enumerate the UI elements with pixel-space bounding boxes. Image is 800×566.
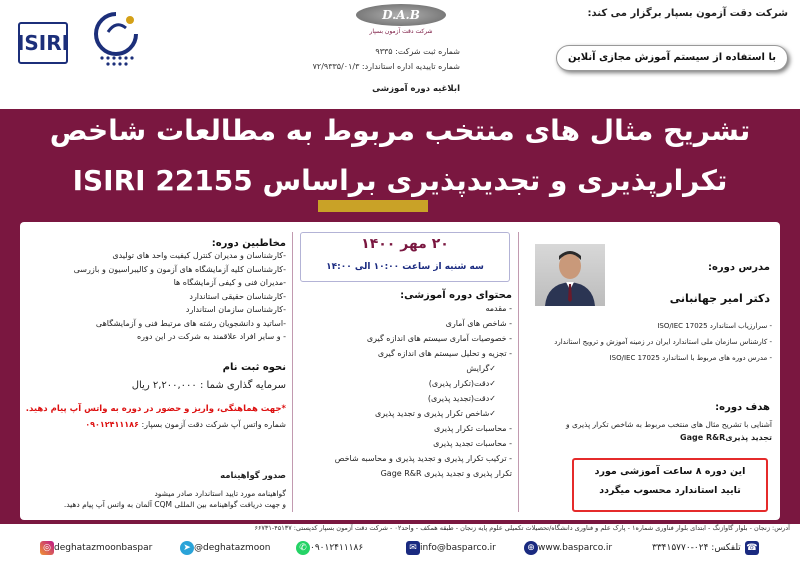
- audience-item: - و سایر افراد علاقمند به شرکت در این دوره: [136, 332, 286, 341]
- telegram-icon: ➤: [180, 541, 194, 555]
- website-contact[interactable]: [520, 540, 612, 556]
- content-item: - تجزیه و تحلیل سیستم های اندازه گیری: [377, 349, 512, 358]
- bio-item: - کارشناس سازمان ملی استاندارد ایران در زمینه آموزش و ترویج استاندارد: [554, 338, 772, 346]
- instructor-bio: [526, 318, 772, 366]
- online-system-pill: با استفاده از سیستم آموزش مجازی آنلاین: [556, 45, 788, 71]
- column-divider-right: [518, 232, 519, 512]
- whatsapp-label: شماره واتس آپ شرکت دقت آزمون بسپار:: [141, 420, 286, 429]
- instructor-portrait-icon: [535, 244, 605, 306]
- company-reg-number: شماره ثبت شرکت: ۹۳۳۵: [375, 47, 460, 56]
- registration-info: [280, 44, 460, 74]
- coordination-note: *جهت هماهنگی، واریز و حضور در دوره به واتس آپ پیام دهید.: [25, 403, 286, 414]
- email-contact[interactable]: [402, 540, 496, 556]
- content-item: تکرار پذیری و تجدید پذیری Gage R&R: [380, 469, 512, 478]
- telegram-contact[interactable]: [176, 540, 270, 556]
- audience-section: [30, 238, 286, 344]
- content-subitem: ✓گرایش: [466, 364, 496, 373]
- audience-item: -مدیران فنی و کیفی آزمایشگاه ها: [173, 278, 286, 287]
- instagram-contact[interactable]: [36, 540, 152, 556]
- standard-credit-notice: [572, 458, 768, 512]
- course-time: سه شنبه از ساعت ۱۰:۰۰ الی ۱۴:۰۰: [326, 262, 484, 272]
- isiri-logo-text: ISIRI: [16, 31, 70, 55]
- whatsapp-number[interactable]: ۰۹۰۱۲۴۱۱۱۸۶: [85, 420, 139, 429]
- title-underline: [318, 200, 428, 212]
- instagram-handle[interactable]: deghatazmoonbaspar: [54, 543, 153, 553]
- goal-heading: هدف دوره:: [715, 402, 770, 413]
- content-item: - ترکیب تکرار پذیری و تجدید پذیری و محاسبه شاخص: [334, 454, 512, 463]
- organizer-line: شرکت دقت آزمون بسپار برگزار می کند:: [587, 8, 788, 19]
- registration-heading: نحوه ثبت نام: [222, 362, 286, 373]
- instructor-label: مدرس دوره:: [707, 262, 770, 273]
- audience-item: -کارشناسان و مدیران کنترل کیفیت واحد های تولیدی: [112, 251, 286, 260]
- footer-address: آدرس: زنجان - بلوار گاوازنگ - ابتدای بلوار فناوری شماره۱ - پارک علم و فناوری دانشگاه/تحصیلات تکمیلی علوم پایه زنجان - طبقه همکف - واحد۰۲ - شرکت دقت آزمون بسپار کدپستی: ۴۵۱۳۷-۶۶۷۳۱: [254, 524, 790, 532]
- fee-line: سرمایه گذاری شما : ۲,۲۰۰,۰۰۰ ریال: [131, 380, 286, 391]
- isiri-logo: [18, 22, 68, 64]
- instagram-icon: ◎: [40, 541, 54, 555]
- whatsapp-contact[interactable]: [292, 540, 363, 556]
- phone-contact[interactable]: [652, 540, 759, 556]
- content-subitem: ✓شاخص تکرار پذیری و تجدید پذیری: [375, 409, 496, 418]
- dab-logo: D.A.B: [356, 4, 446, 26]
- audience-item: -اساتید و دانشجویان رشته های مرتبط فنی و آزمایشگاهی: [95, 318, 286, 328]
- audience-heading: مخاطبین دوره:: [211, 238, 286, 249]
- instructor-name: دکتر امیر جهانبانی: [669, 292, 770, 305]
- content-item: - خصوصیات آماری سیستم های اندازه گیری: [366, 334, 512, 343]
- whatsapp-line: [30, 418, 286, 432]
- fax-number[interactable]: تلفکس: ۰۲۴-۳۳۴۱۵۷۷۰: [652, 543, 741, 553]
- standard-approval-number: شماره تاییدیه اداره استاندارد: ۷۲/۹۳۳۵/۰۱/۳: [312, 62, 460, 71]
- standard-seal-icon: [86, 6, 146, 70]
- course-title-line2: تکرارپذیری و تجدیدپذیری براساس ISIRI 22155: [72, 164, 728, 197]
- email-icon: ✉: [406, 541, 420, 555]
- instructor-photo: [535, 244, 605, 306]
- website-url[interactable]: www.basparco.ir: [538, 543, 613, 553]
- phone-icon: ☎: [746, 543, 758, 553]
- notice-line2: تایید استاندارد محسوب میگردد: [599, 485, 741, 496]
- audience-item: -کارشناسان سازمان استاندارد: [185, 305, 286, 314]
- bio-item: - مدرس دوره های مربوط با استاندارد ISO/IEC 17025: [609, 354, 772, 362]
- email-address[interactable]: info@basparco.ir: [420, 543, 496, 553]
- telegram-handle[interactable]: @deghatazmoon: [194, 543, 271, 553]
- content-item: - شاخص های آماری: [445, 319, 512, 328]
- certificate-section: [30, 470, 286, 510]
- whatsapp-icon: ✆: [296, 541, 310, 555]
- notice-line1: این دوره ۸ ساعت آموزشی مورد: [594, 466, 746, 477]
- course-date: ۲۰ مهر ۱۴۰۰: [361, 236, 449, 252]
- certificate-heading: صدور گواهینامه: [220, 471, 286, 481]
- registration-section: [25, 362, 286, 432]
- bio-item: - سرارزیاب استاندارد ISO/IEC 17025: [657, 322, 772, 330]
- audience-item: -کارشناسان کلیه آزمایشگاه های آزمون و کالیبراسیون و بازرسی: [73, 264, 286, 274]
- announcement-label: ابلاغیه دوره آموزشی: [372, 84, 460, 94]
- content-item: - مقدمه: [485, 304, 512, 313]
- audience-item: -کارشناسان حقیقی استاندارد: [189, 291, 286, 301]
- column-divider-left: [292, 232, 293, 512]
- goal-line1: آشنایی با تشریح مثال های منتخب مربوط به شاخص تکرار پذیری و: [566, 420, 772, 429]
- content-heading: محتوای دوره آموزشی:: [400, 290, 512, 301]
- content-subitem: ✓دقت(تجدید پذیری): [427, 394, 496, 403]
- footer-whatsapp-number[interactable]: ۰۹۰۱۲۴۱۱۱۸۶: [310, 543, 364, 553]
- content-subitem: ✓دقت(تکرار پذیری): [428, 379, 496, 388]
- certificate-line2: و جهت دریافت گواهینامه بین المللی CQM آلمان به واتس آپ پیام دهید.: [63, 499, 286, 509]
- content-item: - محاسبات تکرار پذیری: [434, 424, 512, 433]
- goal-text: [526, 418, 772, 444]
- content-section: [300, 290, 512, 481]
- dab-logo-subtitle: شرکت دقت آزمون بسپار: [369, 28, 433, 35]
- course-title-line1: تشریح مثال های منتخب مربوط به مطالعات شاخص: [49, 114, 751, 147]
- certificate-line1: گواهینامه مورد تایید استاندارد صادر میشود: [154, 488, 286, 498]
- globe-icon: ⊕: [524, 541, 538, 555]
- content-item: - محاسبات تجدید پذیری: [433, 439, 512, 448]
- goal-line2: تجدید پذیریGage R&R: [680, 433, 772, 442]
